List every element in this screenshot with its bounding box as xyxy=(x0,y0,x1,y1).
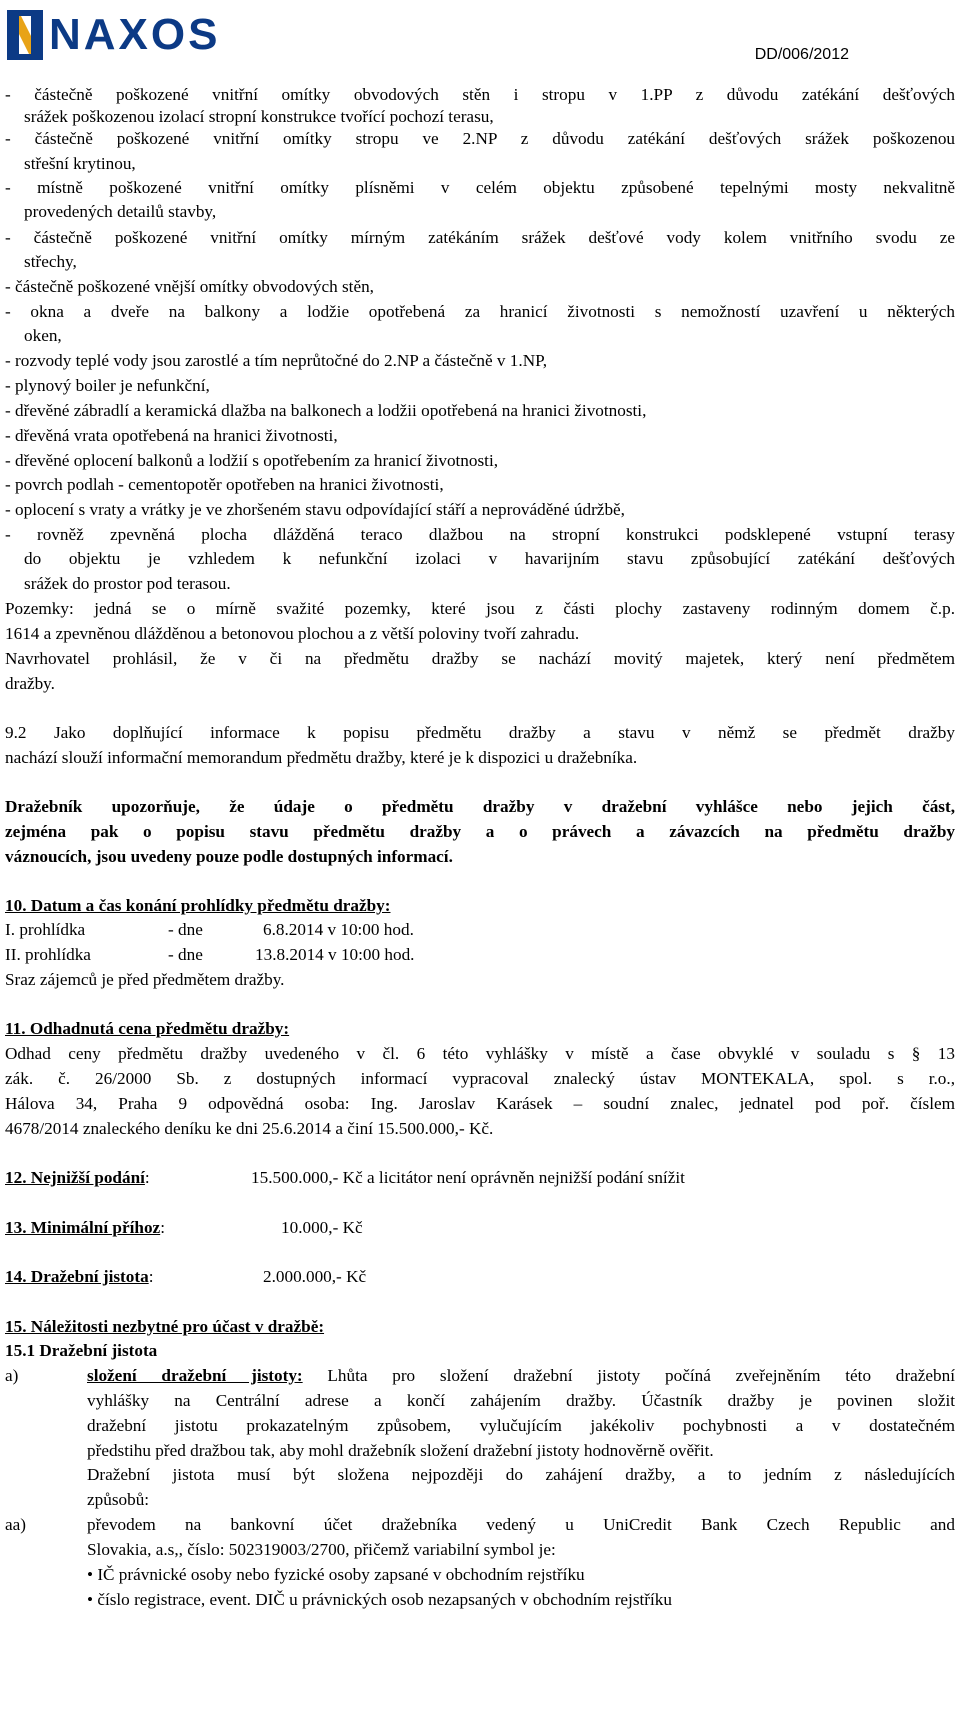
logo-text: NAXOS xyxy=(49,10,221,59)
text-line: střechy, xyxy=(24,252,77,271)
warning-text: Dražebník upozorňuje, že údaje o předmětu dražby v dražební vyhlášce nebo jejich část, xyxy=(5,797,955,816)
text-line: - povrch podlah - cementopotěr opotřeben na hranici životnosti, xyxy=(5,475,444,494)
item-a-marker: a) xyxy=(5,1366,19,1385)
section-13-heading: 13. Minimální příhoz xyxy=(5,1218,161,1237)
text-line: - dřevěná vrata opotřebená na hranici životnosti, xyxy=(5,426,338,445)
text-line: - částečně poškozené vnitřní omítky obvodových stěn i stropu v 1.PP z důvodu zatékání dešťových xyxy=(5,85,955,104)
section-14-row xyxy=(5,1264,367,1289)
text-line: Hálova 34, Praha 9 odpovědná osoba: Ing. Jaroslav Karásek – soudní znalec, jednatel pod poř. číslem xyxy=(5,1094,955,1113)
text-line: Sraz zájemců je před předmětem dražby. xyxy=(5,970,285,989)
item-aa-line: Slovakia, a.s,, číslo: 502319003/2700, přičemž variabilní symbol je: xyxy=(87,1540,556,1559)
text-line: oken, xyxy=(24,326,62,345)
text-line: střešní krytinou, xyxy=(24,154,136,173)
text-line: - dřevěné zábradlí a keramická dlažba na balkonech a lodžii opotřebená na hranici životnosti, xyxy=(5,401,647,420)
inspection-dash: - dne xyxy=(168,945,203,964)
section-12-row xyxy=(5,1165,685,1190)
colon: : xyxy=(148,1267,154,1286)
colon: : xyxy=(160,1218,165,1237)
text-line: provedených detailů stavby, xyxy=(24,202,217,221)
inspection-label: I. prohlídka xyxy=(5,920,86,939)
text-line: - místně poškozené vnitřní omítky plísněmi v celém objektu způsobené tepelnými mosty nekvalitně xyxy=(5,178,955,197)
text-line: - dřevěné oplocení balkonů a lodžií s opotřebením za hranicí životnosti, xyxy=(5,451,499,470)
naxos-logo xyxy=(5,7,220,63)
colon: : xyxy=(144,1168,150,1187)
text-line: Pozemky: jedná se o mírně svažité pozemky, které jsou z části plochy zastaveny rodinným domem č.p. xyxy=(5,599,955,618)
text-line: 4678/2014 znaleckého deníku ke dni 25.6.2014 a činí 15.500.000,- Kč. xyxy=(5,1119,494,1138)
section-12-heading: 12. Nejnižší podání xyxy=(5,1168,145,1187)
text-line: srážek do prostor pod terasou. xyxy=(24,574,231,593)
text-line: - oplocení s vraty a vrátky je ve zhoršeném stavu odpovídající stáří a neprováděné údržbě, xyxy=(5,500,625,519)
text-line: dražby. xyxy=(5,674,55,693)
section-13-row xyxy=(5,1215,363,1240)
section-15-heading: 15. Náležitosti nezbytné pro účast v dražbě: xyxy=(5,1317,325,1336)
inspection-dash: - dne xyxy=(168,920,203,939)
item-a-line: způsobů: xyxy=(87,1490,150,1509)
warning-text: váznoucích, jsou uvedeny pouze podle dostupných informací. xyxy=(5,847,453,866)
item-a-line: Dražební jistota musí být složena nejpozději do zahájení dražby, a to jedním z následujících xyxy=(87,1465,955,1484)
inspection-date: 13.8.2014 v 10:00 hod. xyxy=(255,945,415,964)
item-a-line: vyhlášky na Centrální adrese a končí zahájením dražby. Účastník dražby je povinen složit xyxy=(87,1391,955,1410)
text-line: nachází slouží informační memorandum předmětu dražby, které je k dispozici u dražebníka. xyxy=(5,748,638,767)
text-line: do objektu je vzhledem k nefunkční izolaci v havarijním stavu způsobující zatékání dešťových xyxy=(24,549,955,568)
text-line: - rozvody teplé vody jsou zarostlé a tím neprůtočné do 2.NP a částečně v 1.NP, xyxy=(5,351,548,370)
text-line: zák. č. 26/2000 Sb. z dostupných informací vypracoval znalecký ústav MONTEKALA, spol. s r.o., xyxy=(5,1069,955,1088)
section-12-value: 15.500.000,- Kč a licitátor není oprávněn nejnižší podání snížit xyxy=(251,1168,685,1187)
text-line: - částečně poškozené vnitřní omítky stropu ve 2.NP z důvodu zatékání dešťových srážek poškozenou xyxy=(5,129,955,148)
item-a-text: Lhůta pro složení dražební jistoty počíná zveřejněním této dražební xyxy=(302,1366,955,1385)
logo-mark-icon xyxy=(5,8,45,62)
section-15-1-heading: 15.1 Dražební jistota xyxy=(5,1341,158,1360)
item-a-title: složení dražební jistoty: xyxy=(87,1366,303,1385)
warning-text: zejména pak o popisu stavu předmětu dražby a o právech a závazcích na předmětu dražby xyxy=(5,822,955,841)
section-13-value: 10.000,- Kč xyxy=(281,1218,363,1237)
text-line: - částečně poškozené vnější omítky obvodových stěn, xyxy=(5,277,374,296)
item-a-line: předstihu před dražbou tak, aby mohl dražebník složení dražební jistoty hodnověrně ověřit. xyxy=(87,1441,714,1460)
section-14-heading: 14. Dražební jistota xyxy=(5,1267,149,1286)
item-a-line xyxy=(87,1363,955,1388)
inspection-date: 6.8.2014 v 10:00 hod. xyxy=(263,920,414,939)
text-line: Navrhovatel prohlásil, že v či na předmětu dražby se nachází movitý majetek, který není předmětem xyxy=(5,649,955,668)
text-line: srážek poškozenou izolací stropní konstrukce tvořící pochozí terasu, xyxy=(24,107,494,126)
bullet-item: • IČ právnické osoby nebo fyzické osoby zapsané v obchodním rejstříku xyxy=(87,1565,585,1584)
document-number: DD/006/2012 xyxy=(754,46,849,63)
text-line: - rovněž zpevněná plocha dlážděná teraco dlažbou na stropní konstrukci podsklepené vstupní terasy xyxy=(5,525,955,544)
text-line: - plynový boiler je nefunkční, xyxy=(5,376,210,395)
section-11-heading: 11. Odhadnutá cena předmětu dražby: xyxy=(5,1019,290,1038)
section-10-heading: 10. Datum a čas konání prohlídky předmětu dražby: xyxy=(5,896,391,915)
bullet-item: • číslo registrace, event. DIČ u právnických osob nezapsaných v obchodním rejstříku xyxy=(87,1590,672,1609)
text-line: 1614 a zpevněnou dlážděnou a betonovou plochou a z větší poloviny tvoří zahradu. xyxy=(5,624,580,643)
item-a-line: dražební jistotu prokazatelným způsobem, vylučujícím jakékoliv pochybnosti a v dostatečném xyxy=(87,1416,955,1435)
inspection-label: II. prohlídka xyxy=(5,945,91,964)
section-14-value: 2.000.000,- Kč xyxy=(263,1267,367,1286)
text-line: 9.2 Jako doplňující informace k popisu předmětu dražby a stavu v němž se předmět dražby xyxy=(5,723,955,742)
item-aa-line: převodem na bankovní účet dražebníka vedený u UniCredit Bank Czech Republic and xyxy=(87,1515,955,1534)
item-aa-marker: aa) xyxy=(5,1515,26,1534)
text-line: - částečně poškozené vnitřní omítky mírným zatékáním srážek dešťové vody kolem vnitřního svodu ze xyxy=(5,228,955,247)
text-line: Odhad ceny předmětu dražby uvedeného v čl. 6 této vyhlášky v místě a čase obvyklé v souladu s § 13 xyxy=(5,1044,955,1063)
text-line: - okna a dveře na balkony a lodžie opotřebená za hranicí životnosti s nemožností uzavření u některých xyxy=(5,302,955,321)
